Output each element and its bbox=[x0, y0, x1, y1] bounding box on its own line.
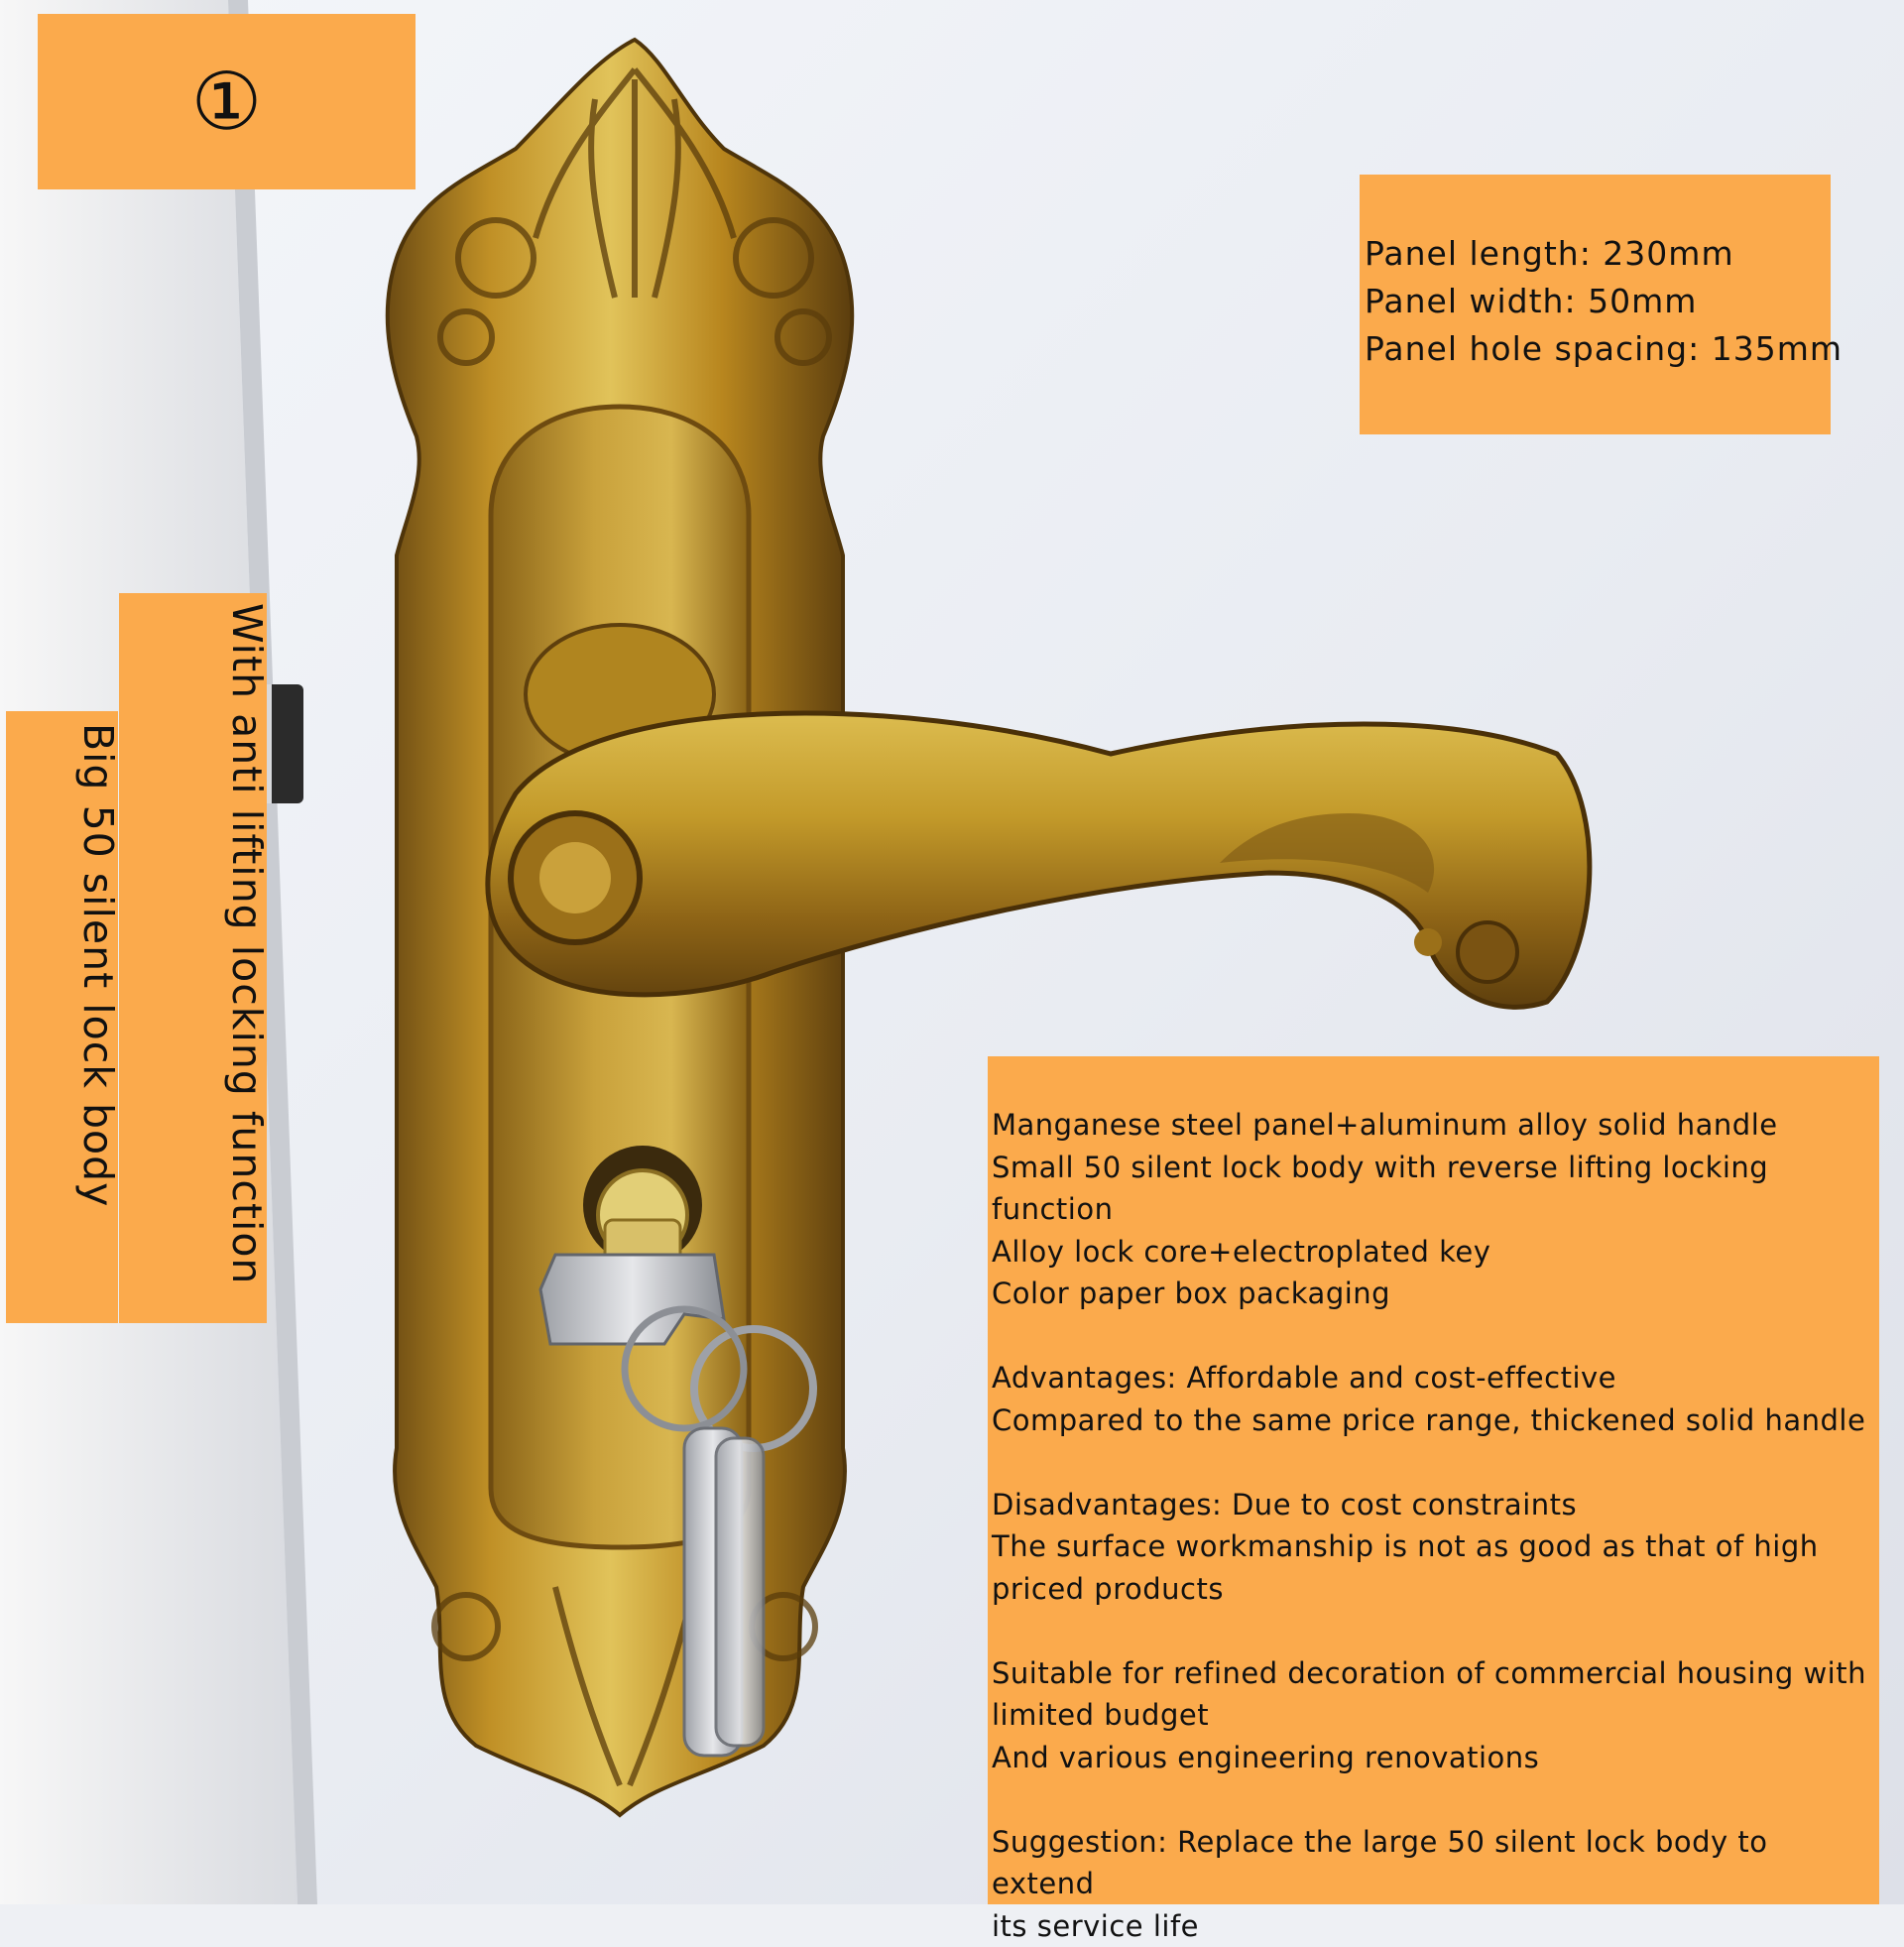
suggestion-line: Suggestion: Replace the large 50 silent lock body to extend bbox=[992, 1821, 1875, 1905]
paragraph-gap bbox=[992, 1778, 1875, 1821]
product-number: ① bbox=[191, 62, 263, 142]
panel-width-text: Panel width: 50mm bbox=[1365, 278, 1831, 325]
disadvantages-line: priced products bbox=[992, 1568, 1875, 1611]
paragraph-gap bbox=[992, 1610, 1875, 1652]
description-line: Manganese steel panel+aluminum alloy solid handle bbox=[992, 1104, 1875, 1147]
suitable-line: limited budget bbox=[992, 1694, 1875, 1737]
paragraph-gap bbox=[992, 1315, 1875, 1358]
product-description-box bbox=[988, 1056, 1879, 1904]
suggestion-line: its service life bbox=[992, 1905, 1875, 1947]
anti-lifting-label-box bbox=[119, 593, 267, 1323]
panel-specs-box bbox=[1360, 175, 1831, 434]
anti-lifting-label: With anti lifting locking function bbox=[223, 603, 271, 1284]
product-number-badge bbox=[38, 14, 416, 189]
description-line: Small 50 silent lock body with reverse lifting locking function bbox=[992, 1147, 1875, 1231]
description-line: Alloy lock core+electroplated key bbox=[992, 1231, 1875, 1274]
advantages-line: Advantages: Affordable and cost-effective bbox=[992, 1357, 1875, 1399]
suitable-line: And various engineering renovations bbox=[992, 1737, 1875, 1779]
panel-hole-spacing-text: Panel hole spacing: 135mm bbox=[1365, 325, 1831, 373]
advantages-line: Compared to the same price range, thickened solid handle bbox=[992, 1399, 1875, 1442]
suitable-line: Suitable for refined decoration of commercial housing with bbox=[992, 1652, 1875, 1695]
disadvantages-line: Disadvantages: Due to cost constraints bbox=[992, 1484, 1875, 1526]
panel-length-text: Panel length: 230mm bbox=[1365, 230, 1831, 278]
big-lock-label: Big 50 silent lock body bbox=[74, 723, 122, 1207]
disadvantages-line: The surface workmanship is not as good as that of high bbox=[992, 1525, 1875, 1568]
paragraph-gap bbox=[992, 1441, 1875, 1484]
description-line: Color paper box packaging bbox=[992, 1273, 1875, 1315]
big-lock-label-box bbox=[6, 711, 118, 1323]
